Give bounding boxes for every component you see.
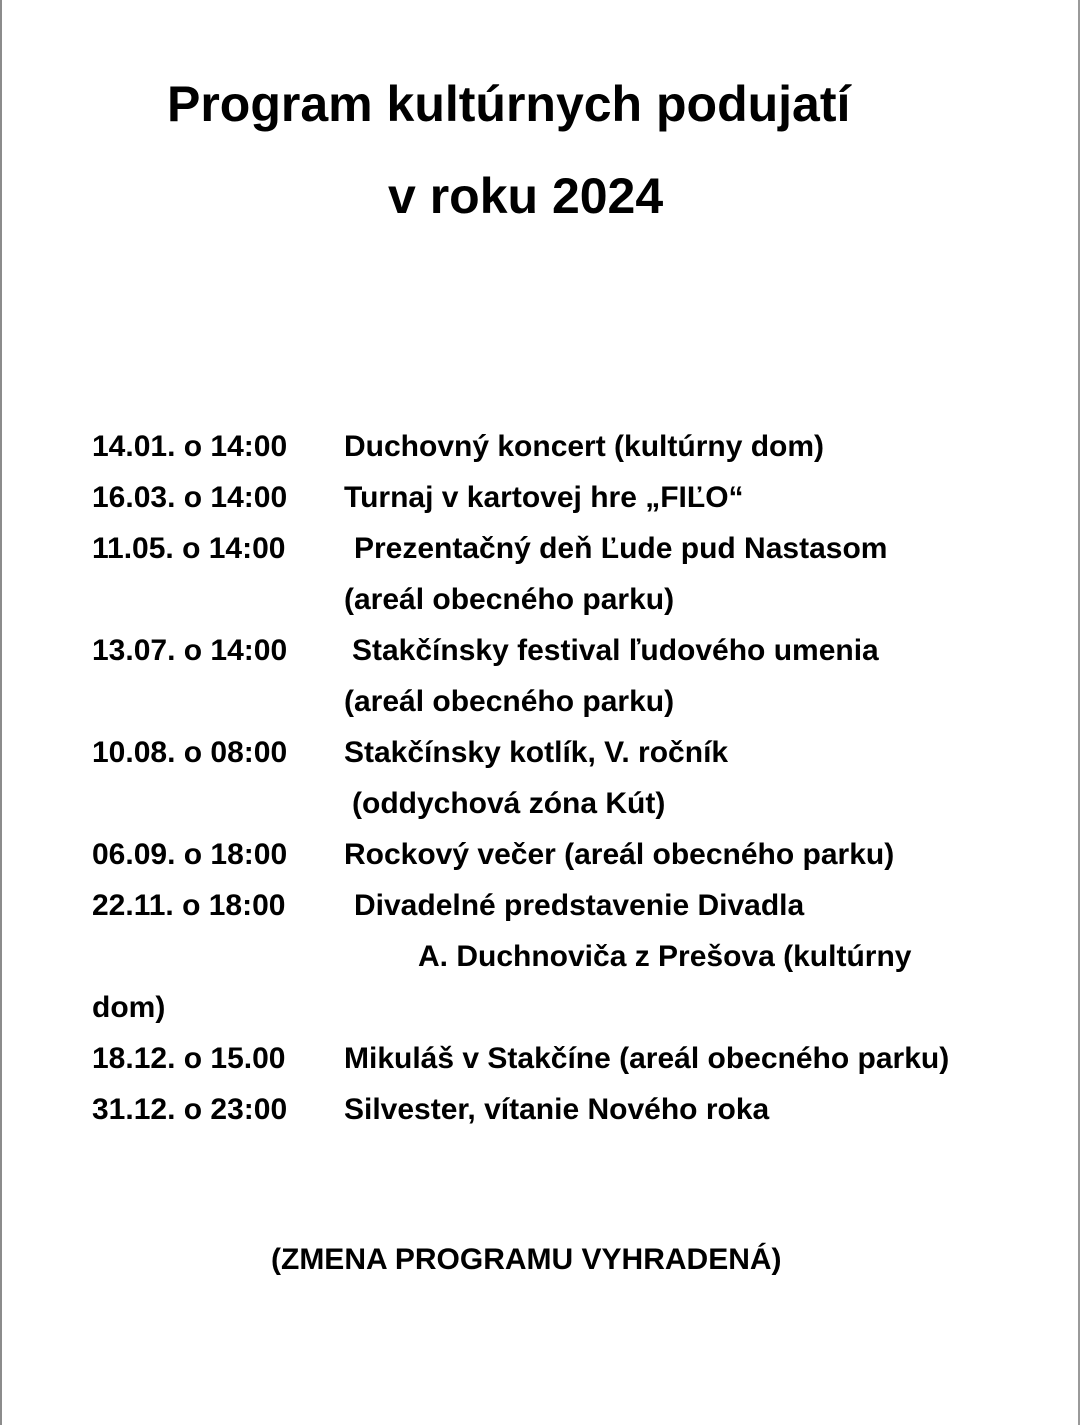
event-description: Rockový večer (areál obecného parku) <box>344 838 895 871</box>
event-datetime: 11.05. o 14:00 <box>92 532 286 565</box>
page-title-line-2: v roku 2024 <box>388 168 664 224</box>
event-description: Silvester, vítanie Nového roka <box>344 1093 770 1126</box>
event-description: Stakčínsky festival ľudového umenia <box>352 634 879 667</box>
event-datetime: 16.03. o 14:00 <box>92 481 288 514</box>
event-description: Stakčínsky kotlík, V. ročník <box>344 736 729 769</box>
event-datetime: 10.08. o 08:00 <box>92 736 288 769</box>
event-description-continued: dom) <box>92 991 166 1024</box>
event-description-continued: (areál obecného parku) <box>344 685 675 718</box>
event-datetime: 13.07. o 14:00 <box>92 634 288 667</box>
event-description-continued: (areál obecného parku) <box>344 583 675 616</box>
event-description: Duchovný koncert (kultúrny dom) <box>344 430 825 463</box>
event-description-continued: (oddychová zóna Kút) <box>352 787 666 820</box>
event-description: Prezentačný deň Ľude pud Nastasom <box>354 532 888 565</box>
event-datetime: 18.12. o 15.00 <box>92 1042 286 1075</box>
event-datetime: 22.11. o 18:00 <box>92 889 286 922</box>
event-description: Divadelné predstavenie Divadla <box>354 889 805 922</box>
event-description-continued: A. Duchnoviča z Prešova (kultúrny <box>418 940 912 973</box>
event-description: Turnaj v kartovej hre „FIĽO“ <box>344 481 744 514</box>
event-description: Mikuláš v Stakčíne (areál obecného parku) <box>344 1042 950 1075</box>
event-datetime: 14.01. o 14:00 <box>92 430 288 463</box>
program-change-note: (ZMENA PROGRAMU VYHRADENÁ) <box>271 1243 782 1276</box>
page-title-line-1: Program kultúrnych podujatí <box>167 76 851 132</box>
event-datetime: 31.12. o 23:00 <box>92 1093 288 1126</box>
event-datetime: 06.09. o 18:00 <box>92 838 288 871</box>
page-edge-left <box>0 0 2 1425</box>
